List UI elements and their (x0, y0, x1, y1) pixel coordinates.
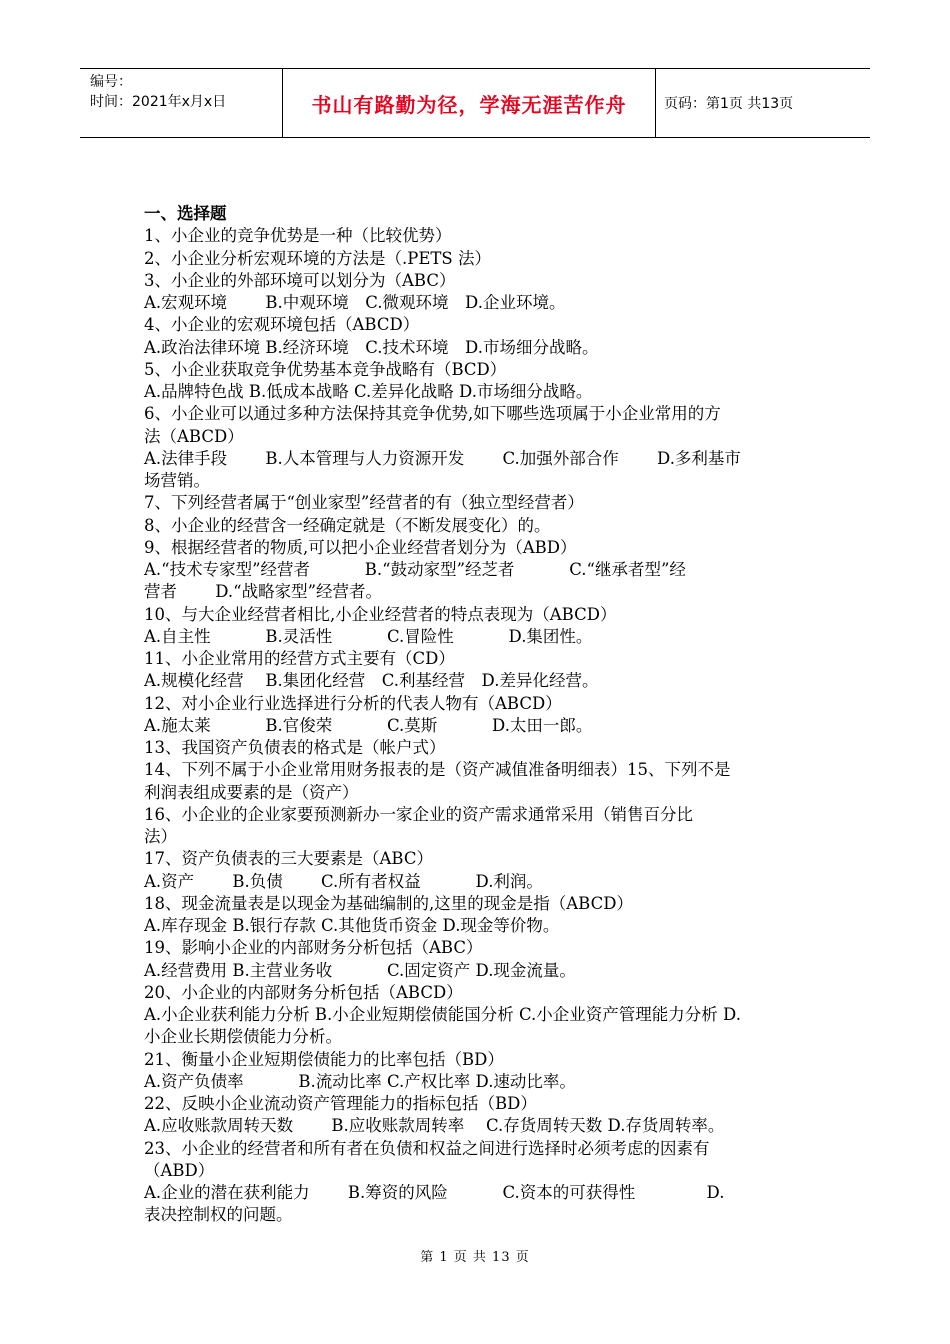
text-line: 7、下列经营者属于“创业家型”经营者的有（独立型经营者） (144, 493, 584, 513)
header-divider (655, 69, 656, 137)
text-line: 14、下列不属于小企业常用财务报表的是（资产减值准备明细表）15、下列不是 (144, 760, 731, 780)
text-line: 利润表组成要素的是（资产） (144, 782, 359, 802)
text-line: A.应收账款周转天数 B.应收账款周转率 C.存货周转天数 D.存货周转率。 (144, 1116, 725, 1136)
page-header (80, 68, 870, 138)
question-list (144, 203, 809, 1227)
text-line: 小企业长期偿债能力分析。 (144, 1027, 342, 1047)
text-line: 营者 D.“战略家型”经营者。 (144, 582, 383, 602)
text-line: 22、反映小企业流动资产管理能力的指标包括（BD） (144, 1094, 537, 1113)
text-line: 17、资产负债表的三大要素是（ABC） (144, 849, 433, 869)
text-line: A.法律手段 B.人本管理与人力资源开发 C.加强外部合作 D.多利基市 (144, 448, 741, 468)
text-line: A.规模化经营 B.集团化经营 C.利基经营 D.差异化经营。 (144, 671, 599, 691)
text-line: A.自主性 B.灵活性 C.冒险性 D.集团性。 (144, 626, 593, 646)
text-line: 10、与大企业经营者相比,小企业经营者的特点表现为（ABCD） (144, 604, 617, 624)
text-line: A.政治法律环境 B.经济环境 C.技术环境 D.市场细分战略。 (144, 337, 599, 357)
header-page-info: 页码：第1页 共13页 (664, 96, 794, 112)
text-line: A.品牌特色战 B.低成本战略 C.差异化战略 D.市场细分战略。 (144, 382, 593, 401)
header-number: 编号： (90, 74, 132, 90)
text-line: 表决控制权的问题。 (144, 1205, 293, 1225)
text-line: 8、小企业的经营含一经确定就是（不断发展变化）的。 (144, 515, 551, 535)
text-line: 2、小企业分析宏观环境的方法是（.PETS 法） (144, 248, 491, 268)
text-line: 法（ABCD） (144, 426, 244, 446)
text-line: 13、我国资产负债表的格式是（帐户式） (144, 738, 446, 757)
header-meta (90, 72, 226, 112)
text-line: A.库存现金 B.银行存款 C.其他货币资金 D.现金等价物。 (144, 916, 560, 935)
text-line: A.资产负债率 B.流动比率 C.产权比率 D.速动比率。 (144, 1071, 576, 1091)
text-line: 3、小企业的外部环境可以划分为（ABC） (144, 270, 456, 290)
text-line: 21、衡量小企业短期偿债能力的比率包括（BD） (144, 1049, 504, 1069)
text-line: 4、小企业的宏观环境包括（ABCD） (144, 315, 420, 335)
text-line: 法） (144, 827, 177, 846)
text-line: 1、小企业的竞争优势是一种（比较优势） (144, 226, 452, 246)
text-line: A.经营费用 B.主营业务收 C.固定资产 D.现金流量。 (144, 960, 576, 980)
text-line: 5、小企业获取竞争优势基本竞争战略有（BCD） (144, 359, 507, 379)
text-line: A.“技术专家型”经营者 B.“鼓动家型”经芝者 C.“继承者型”经 (144, 560, 686, 579)
text-line: A.资产 B.负债 C.所有者权益 D.利润。 (144, 871, 543, 891)
text-line: 23、小企业的经营者和所有者在负债和权益之间进行选择时必须考虑的因素有 (144, 1138, 710, 1158)
text-line: 场营销。 (144, 471, 210, 490)
header-time: 时间：2021年x月x日 (90, 94, 227, 110)
text-line: A.施太莱 B.官俊荣 C.莫斯 D.太田一郎。 (144, 715, 593, 735)
text-line: 16、小企业的企业家要预测新办一家企业的资产需求通常采用（销售百分比 (144, 804, 693, 824)
text-line: 19、影响小企业的内部财务分析包括（ABC） (144, 938, 483, 958)
text-line: 12、对小企业行业选择进行分析的代表人物有（ABCD） (144, 693, 562, 713)
header-motto: 书山有路勤为径，学海无涯苦作舟 (311, 92, 627, 117)
text-line: A.企业的潜在获利能力 B.筹资的风险 C.资本的可获得性 D. (144, 1183, 725, 1202)
text-line: 20、小企业的内部财务分析包括（ABCD） (144, 982, 463, 1002)
page-footer: 第 1 页 共 13 页 (420, 1250, 530, 1265)
text-line: A.宏观环境 B.中观环境 C.微观环境 D.企业环境。 (144, 293, 566, 312)
text-line: 18、现金流量表是以现金为基础编制的,这里的现金是指（ABCD） (144, 893, 633, 913)
text-line: （ABD） (144, 1160, 215, 1180)
text-line: 11、小企业常用的经营方式主要有（CD） (144, 649, 455, 668)
text-line: A.小企业获利能力分析 B.小企业短期偿债能国分析 C.小企业资产管理能力分析 D. (144, 1005, 741, 1024)
text-line: 6、小企业可以通过多种方法保持其竞争优势,如下哪些选项属于小企业常用的方 (144, 404, 721, 424)
section-title: 一、选择题 (144, 204, 227, 223)
text-line: 9、根据经营者的物质,可以把小企业经营者划分为（ABD） (144, 537, 577, 557)
